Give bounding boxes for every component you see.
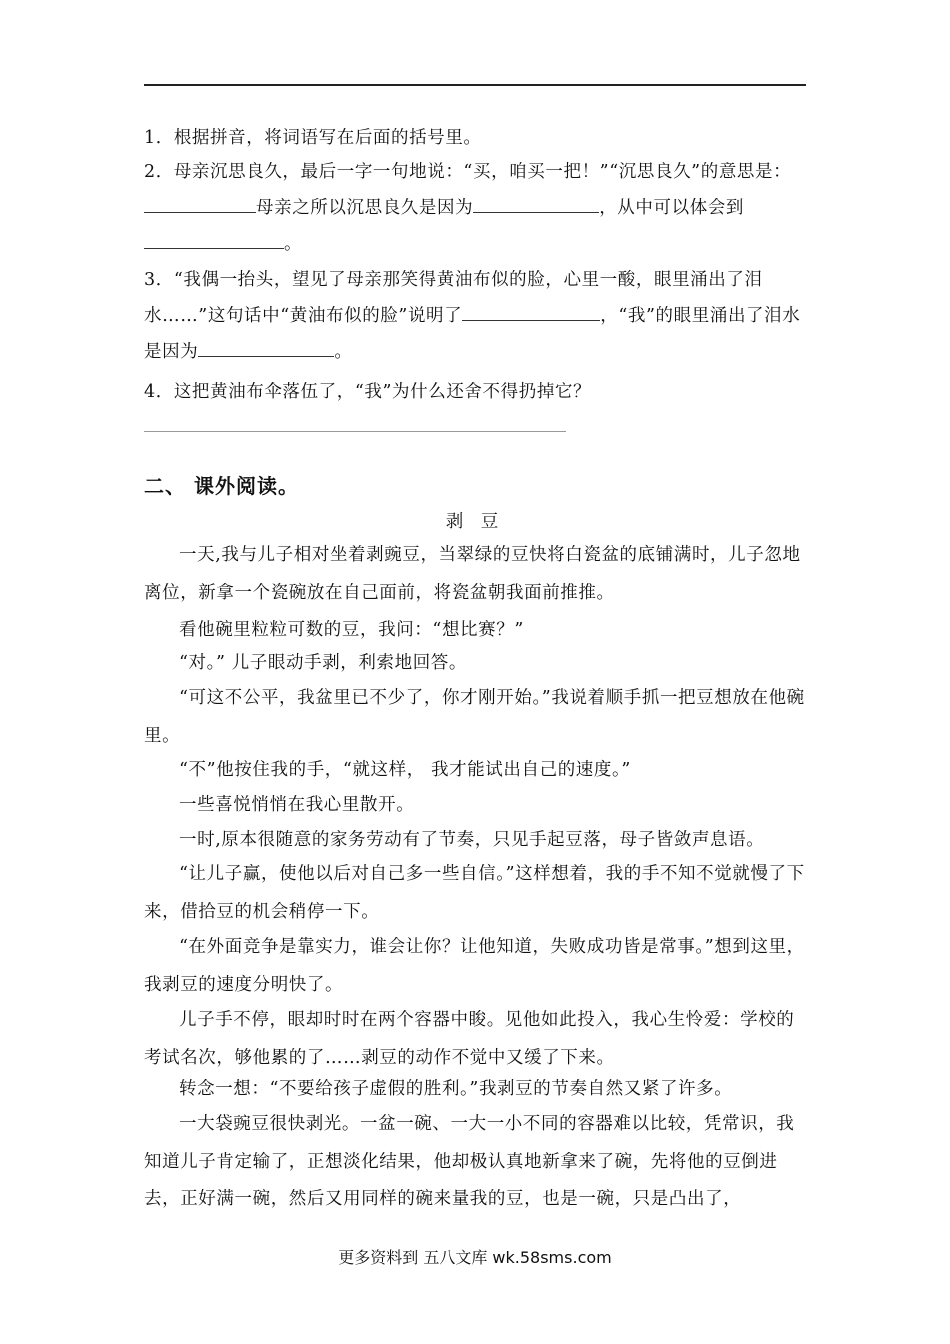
- question-2-text-b: 母亲之所以沉思良久是因为: [256, 198, 474, 218]
- question-2-text-a: 2．母亲沉思良久，最后一字一句地说：“买，咱买一把！”“沉思良久”的意思是：: [144, 162, 792, 182]
- answer-blank[interactable]: [473, 192, 599, 213]
- story-paragraph: “对。” 儿子眼动手剥，利索地回答。: [179, 653, 468, 673]
- question-2: [144, 154, 809, 262]
- answer-blank[interactable]: [144, 192, 256, 213]
- story-paragraph: 一大袋豌豆很快剥光。一盆一碗、一大一小不同的容器难以比较，凭常识，我知道儿子肯定输了，正想淡化结果，他却极认真地新拿来了碗，先将他的豆倒进去，正好满一碗，然后又用同样的碗来量我的豆，也是一碗，只是凸出了，: [144, 1114, 795, 1209]
- story-paragraph: “在外面竞争是靠实力，谁会让你？让他知道，失败成功皆是常事。”想到这里，我剥豆的速度分明快了。: [144, 937, 805, 995]
- story-title: 剥 豆: [445, 512, 505, 532]
- header-rule: [144, 84, 806, 86]
- question-2-text-d: 。: [284, 234, 303, 254]
- story-paragraph: 一时,原本很随意的家务劳动有了节奏，只见手起豆落，母子皆敛声息语。: [179, 830, 765, 850]
- answer-blank[interactable]: [462, 300, 600, 321]
- question-3-text-b: ，“我”的眼里涌出了泪水是因为: [144, 306, 801, 362]
- answer-blank[interactable]: [144, 228, 284, 249]
- question-1: 1．根据拼音，将词语写在后面的括号里。: [144, 128, 482, 148]
- story-paragraph: “可这不公平，我盆里已不少了，你才刚开始。”我说着顺手抓一把豆想放在他碗里。: [144, 688, 805, 746]
- answer-line[interactable]: [144, 431, 566, 432]
- story-paragraph: 一天,我与儿子相对坐着剥豌豆，当翠绿的豆快将白瓷盆的底铺满时，儿子忽地离位，新拿一个瓷碗放在自己面前，将瓷盆朝我面前推推。: [144, 545, 801, 603]
- story-paragraph: 一些喜悦悄悄在我心里散开。: [179, 795, 415, 815]
- footer-text: 更多资料到 五八文库 wk.58sms.com: [338, 1248, 612, 1267]
- question-3: [144, 262, 809, 370]
- section-heading: 二、 课外阅读。: [144, 474, 299, 498]
- story-paragraph: 看他碗里粒粒可数的豆，我问：“想比赛？”: [179, 620, 524, 640]
- question-3-text-c: 。: [334, 342, 353, 362]
- story-paragraph: “让儿子赢，使他以后对自己多一些自信。”这样想着，我的手不知不觉就慢了下来，借拾豆的机会稍停一下。: [144, 864, 805, 922]
- story-paragraph: 转念一想：“不要给孩子虚假的胜利。”我剥豆的节奏自然又紧了许多。: [179, 1079, 733, 1099]
- story-paragraph: 儿子手不停，眼却时时在两个容器中睃。见他如此投入，我心生怜爱：学校的考试名次，够他累的了……剥豆的动作不觉中又缓了下来。: [144, 1010, 795, 1068]
- question-3-text-a: 3．“我偶一抬头，望见了母亲那笑得黄油布似的脸，心里一酸，眼里涌出了泪水……”这句话中“黄油布似的脸”说明了: [144, 270, 763, 326]
- story-paragraph: “不”他按住我的手，“就这样， 我才能试出自己的速度。”: [179, 760, 631, 780]
- answer-blank[interactable]: [198, 336, 334, 357]
- question-4: 4．这把黄油布伞落伍了，“我”为什么还舍不得扔掉它？: [144, 382, 592, 402]
- question-2-text-c: ，从中可以体会到: [599, 198, 745, 218]
